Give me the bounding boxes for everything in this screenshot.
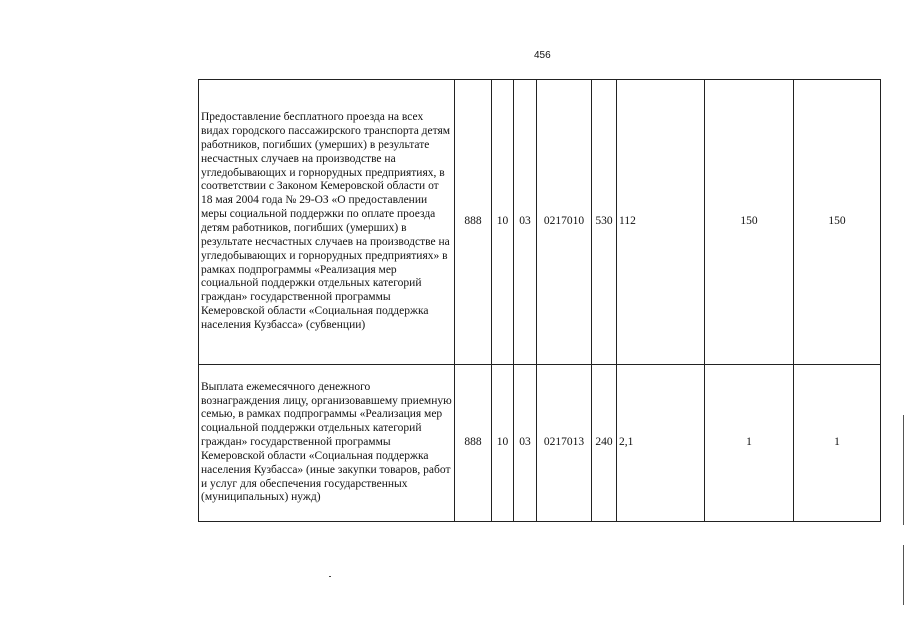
table-row (199, 80, 881, 365)
target-article-code: 0217013 (537, 365, 592, 522)
amount-3: 150 (794, 80, 881, 365)
amount-3: 1 (794, 365, 881, 522)
ministry-code: 888 (455, 365, 492, 522)
row-description: Предоставление бесплатного проезда на всех видах городского пассажирского транспорта детям работников, погибших (умерших) в результате несчастных случаев на производстве на угледобывающих и горнорудных предприятиях, в соответствии с Законом Кемеровской области от 18 мая 2004 года № 29-ОЗ «О предоставлении меры социальной поддержки по оплате проезда детям работников, погибших (умерших) в результате несчастных случаев на производстве на угледобывающих и горнорудных предприятиях» в рамках подпрограммы «Реализация мер социальной поддержки отдельных категорий граждан» государственной программы Кемеровской области «Социальная поддержка населения Кузбасса» (субвенции) (199, 80, 455, 365)
amount-1: 112 (617, 80, 705, 365)
scan-speck (329, 576, 331, 577)
subsection-code: 03 (514, 80, 537, 365)
expense-type-code: 240 (592, 365, 617, 522)
page-number: 456 (534, 50, 551, 61)
table-row (199, 365, 881, 522)
section-code: 10 (492, 365, 514, 522)
ministry-code: 888 (455, 80, 492, 365)
row-description: Выплата ежемесячного денежного вознаграждения лицу, организовавшему приемную семью, в рамках подпрограммы «Реализация мер социальной поддержки отдельных категорий граждан» государственной программы Кемеровской области «Социальная поддержка населения Кузбасса» (иные закупки товаров, работ и услуг для обеспечения государственных (муниципальных) нужд) (199, 365, 455, 522)
budget-table (198, 79, 881, 522)
amount-2: 1 (705, 365, 794, 522)
amount-1: 2,1 (617, 365, 705, 522)
amount-2: 150 (705, 80, 794, 365)
expense-type-code: 530 (592, 80, 617, 365)
subsection-code: 03 (514, 365, 537, 522)
section-code: 10 (492, 80, 514, 365)
target-article-code: 0217010 (537, 80, 592, 365)
